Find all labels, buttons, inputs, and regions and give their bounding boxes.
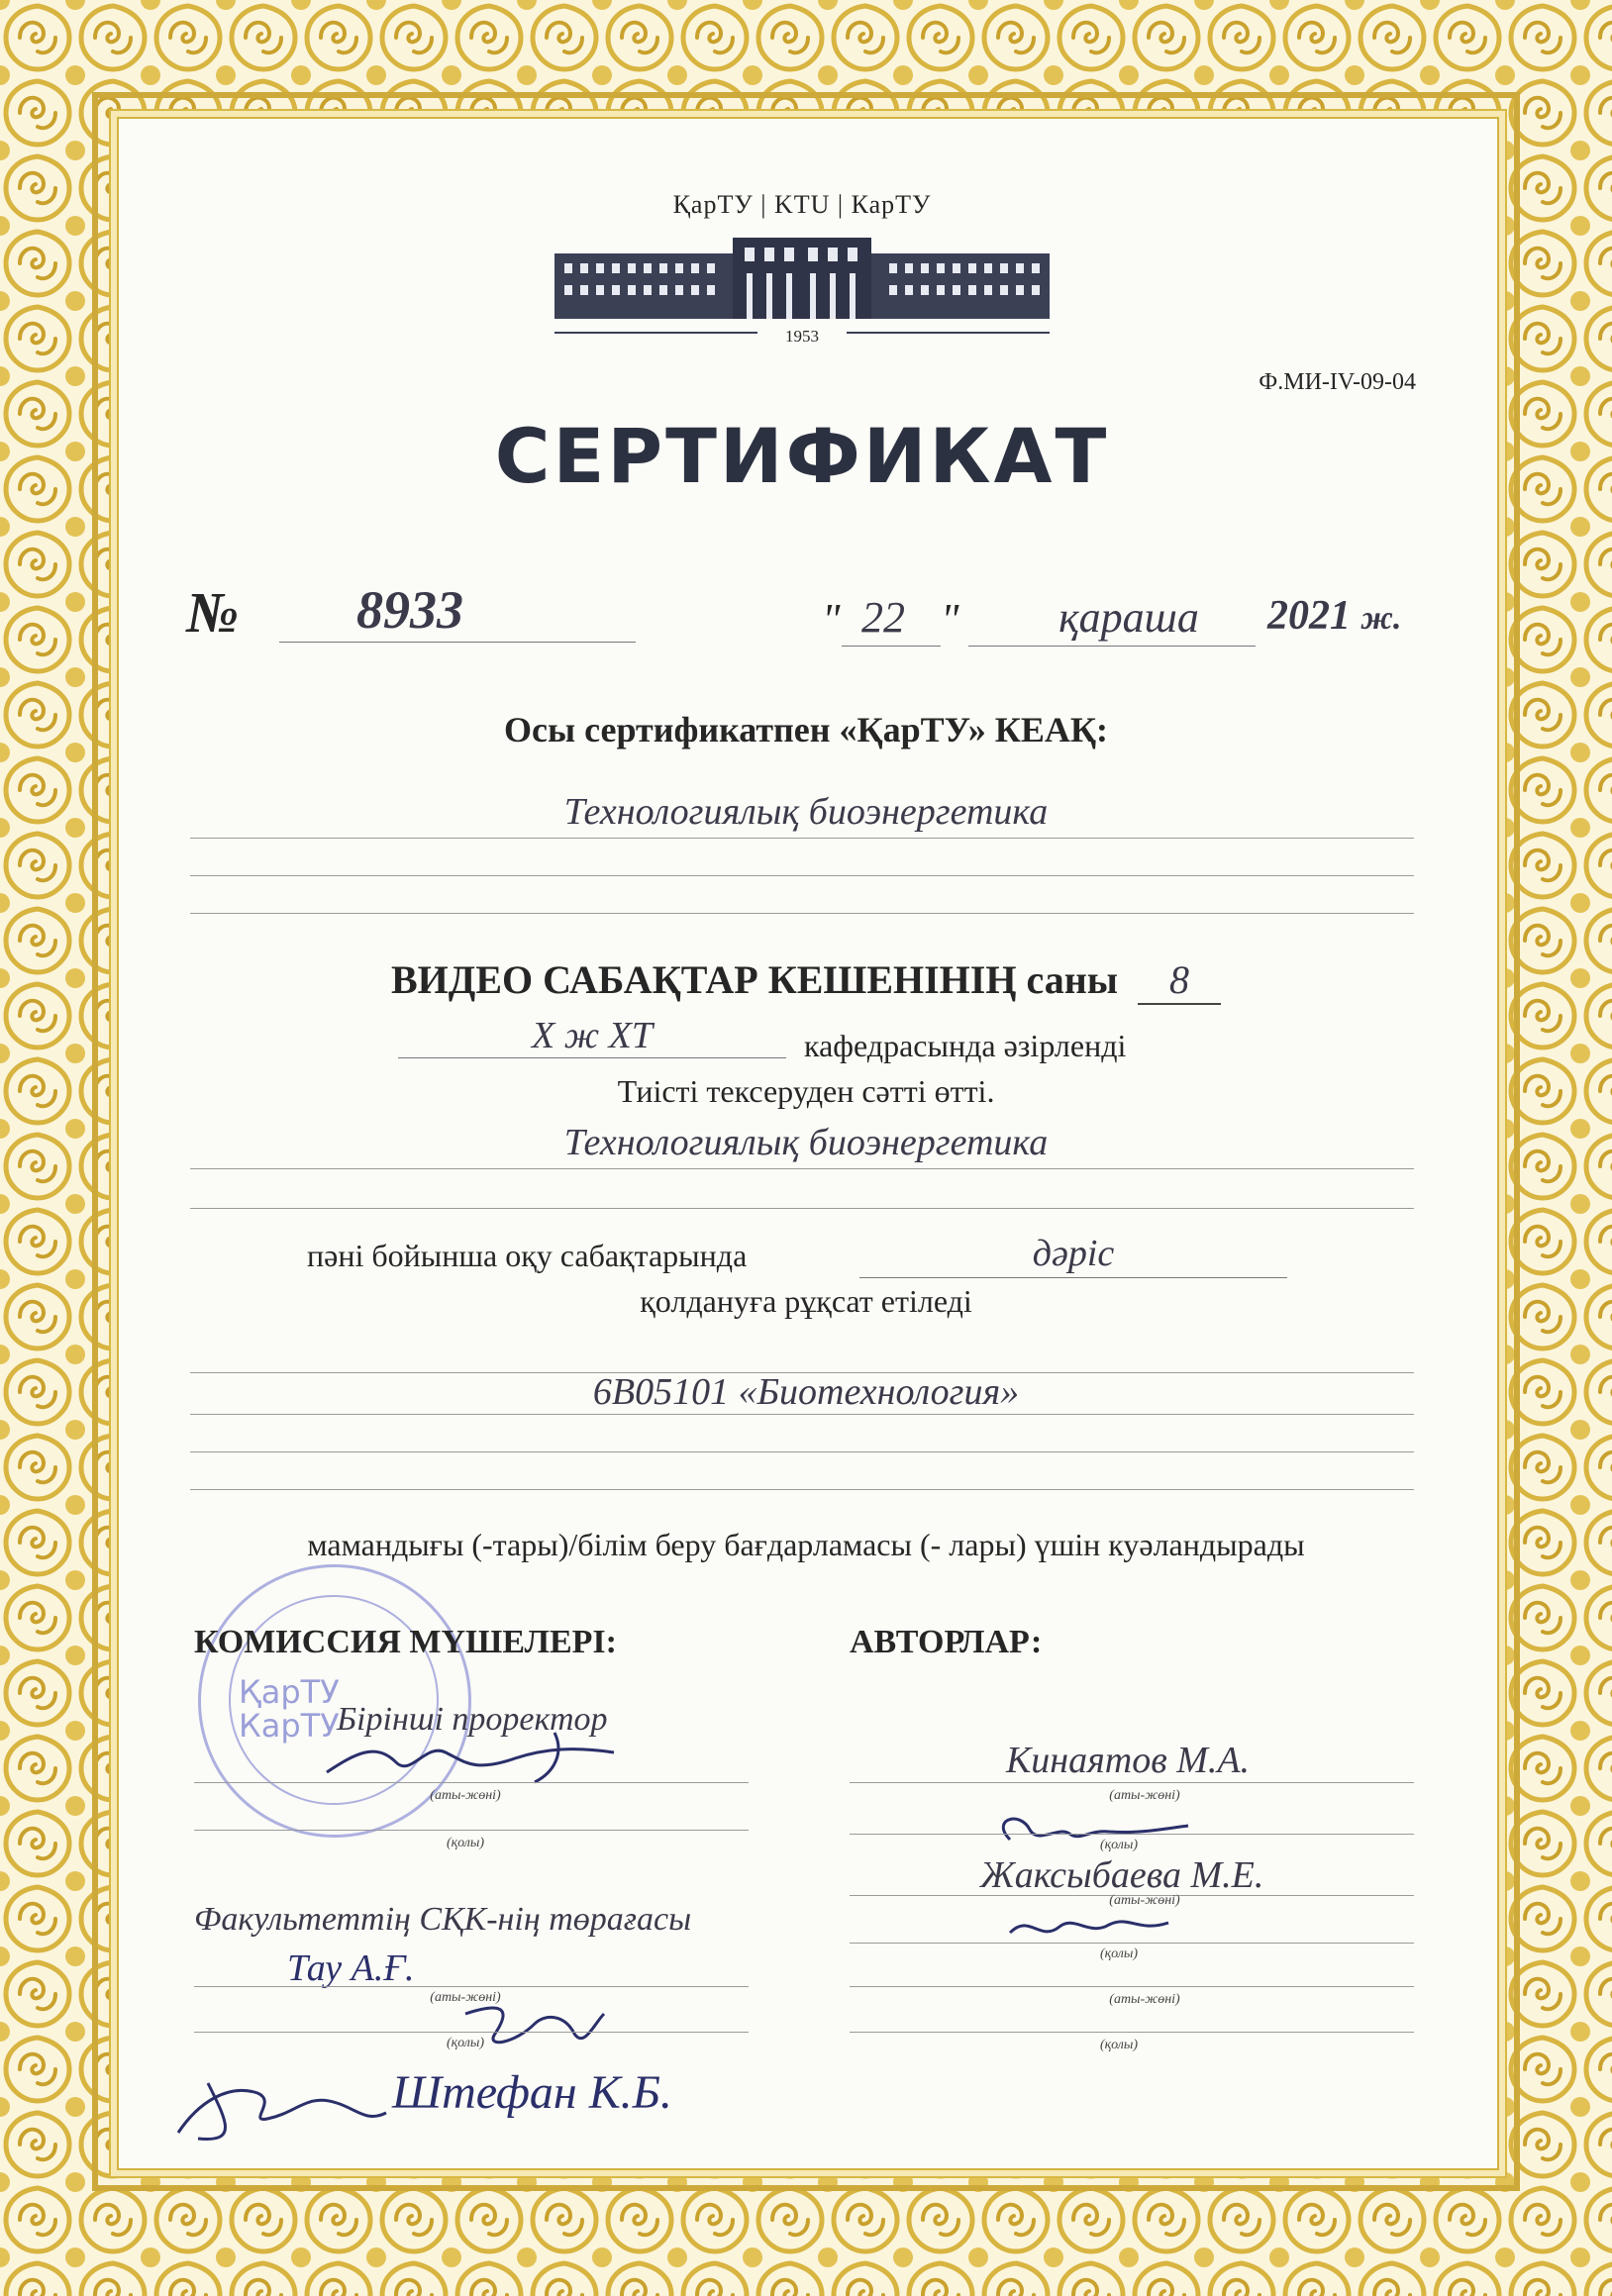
- university-names: ҚарТУ | KTU | КарТУ: [672, 190, 932, 219]
- date-month: қараша: [1058, 593, 1199, 642]
- stamp-logo-line-1: ҚарТУ: [239, 1673, 340, 1711]
- program-line-4: [190, 1489, 1414, 1490]
- author-1-sign-line: [850, 1834, 1414, 1835]
- subject-line-2: [190, 1208, 1414, 1209]
- bottom-signature: Штефан К.Б.: [392, 2066, 672, 2119]
- close-quote: ": [941, 595, 959, 644]
- complex-count-row: [198, 956, 1414, 1005]
- author-1-name: Кинаятов М.А.: [1006, 1740, 1251, 1781]
- vice-rector-name-line: [194, 1782, 749, 1783]
- faculty-chair-name: Тау А.Ғ.: [287, 1947, 415, 1989]
- course-line-3: [190, 913, 1414, 914]
- subject-lessons-label: пәні бойынша оқу сабақтарында: [307, 1238, 748, 1273]
- form-code: Ф.МИ-IV-09-04: [1259, 369, 1416, 395]
- author-2-name: Жаксыбаева М.Е.: [980, 1854, 1264, 1896]
- program: 6В05101 «Биотехнология»: [592, 1371, 1020, 1413]
- author-3-sign-caption: (қолы): [1099, 2038, 1139, 2052]
- month-underline: [968, 646, 1256, 647]
- complex-count: 8: [1138, 956, 1221, 1005]
- course-title: Технологиялық биоэнергетика: [563, 791, 1049, 833]
- faculty-chair-name-line: [194, 1986, 749, 1987]
- date-year: [1267, 592, 1401, 640]
- authors-heading: АВТОРЛАР:: [850, 1624, 1043, 1660]
- author-1-name-caption: (аты-жөні): [1109, 1788, 1180, 1803]
- certifies-text: мамандығы (-тары)/білім беру бағдарламасы (- лары) үшін куәландырады: [307, 1527, 1305, 1562]
- year-suffix: ж.: [1360, 600, 1402, 637]
- program-line-3: [190, 1451, 1414, 1452]
- number-underline: [279, 642, 636, 643]
- author-3-name-line: [850, 1986, 1414, 1987]
- faculty-chair-sign-caption: (қолы): [446, 2036, 485, 2050]
- review-passed: Тиісті тексеруден сәтті өтті.: [617, 1073, 995, 1109]
- faculty-chair-name-caption: (аты-жөні): [430, 1990, 501, 2005]
- lesson-type-underline: [859, 1277, 1287, 1278]
- course-line-2: [190, 875, 1414, 876]
- vice-rector-sign-line: [194, 1830, 749, 1831]
- author-2-sign-caption: (қолы): [1099, 1947, 1139, 1961]
- faculty-chair: Факультеттің СҚК-нің төрағасы: [194, 1901, 692, 1938]
- author-3-name-caption: (аты-жөні): [1109, 1992, 1180, 2007]
- stamp-logo-line-2: КарТУ: [239, 1706, 340, 1745]
- number-sign: №: [186, 580, 240, 645]
- intro-text: Осы сертификатпен «ҚарТУ» КЕАҚ:: [503, 710, 1108, 749]
- subject: Технологиялық биоэнергетика: [563, 1122, 1049, 1163]
- author-2-sign-line: [850, 1943, 1414, 1944]
- vice-rector-sign-caption: (қолы): [446, 1836, 485, 1850]
- year-value: 2021: [1267, 593, 1351, 639]
- first-vice-rector: Бірінші проректор: [337, 1701, 608, 1738]
- author-1-sign-caption: (қолы): [1099, 1838, 1139, 1852]
- day-underline: [842, 646, 941, 647]
- department-underline: [398, 1057, 786, 1058]
- department: Х ж ХТ: [532, 1015, 653, 1056]
- program-line-2: [190, 1414, 1414, 1415]
- faculty-chair-sign-line: [194, 2032, 749, 2033]
- department-suffix: кафедрасында әзірленді: [804, 1028, 1127, 1063]
- certificate-number: 8933: [356, 580, 463, 640]
- vice-rector-name-caption: (аты-жөні): [430, 1788, 501, 1803]
- bottom-signature-scribble: [168, 2063, 396, 2152]
- lesson-type: дәріс: [1032, 1233, 1115, 1274]
- author-3-sign-line: [850, 2032, 1414, 2033]
- certificate-title: СЕРТИФИКАТ: [494, 412, 1110, 500]
- commission-heading: КОМИССИЯ МҮШЕЛЕРІ:: [194, 1624, 617, 1660]
- open-quote: ": [822, 595, 841, 644]
- complex-label: ВИДЕО САБАҚТАР КЕШЕНІНІҢ саны: [391, 957, 1118, 1002]
- subject-line-1: [190, 1168, 1414, 1169]
- author-2-name-caption: (аты-жөні): [1109, 1893, 1180, 1908]
- date-day: 22: [861, 593, 905, 642]
- author-2-signature: [1000, 1903, 1198, 1947]
- founding-year: 1953: [785, 327, 819, 346]
- author-1-name-line: [850, 1782, 1414, 1783]
- usage-permitted: қолдануға рұқсат етіледі: [640, 1283, 972, 1319]
- course-line-1: [190, 838, 1414, 839]
